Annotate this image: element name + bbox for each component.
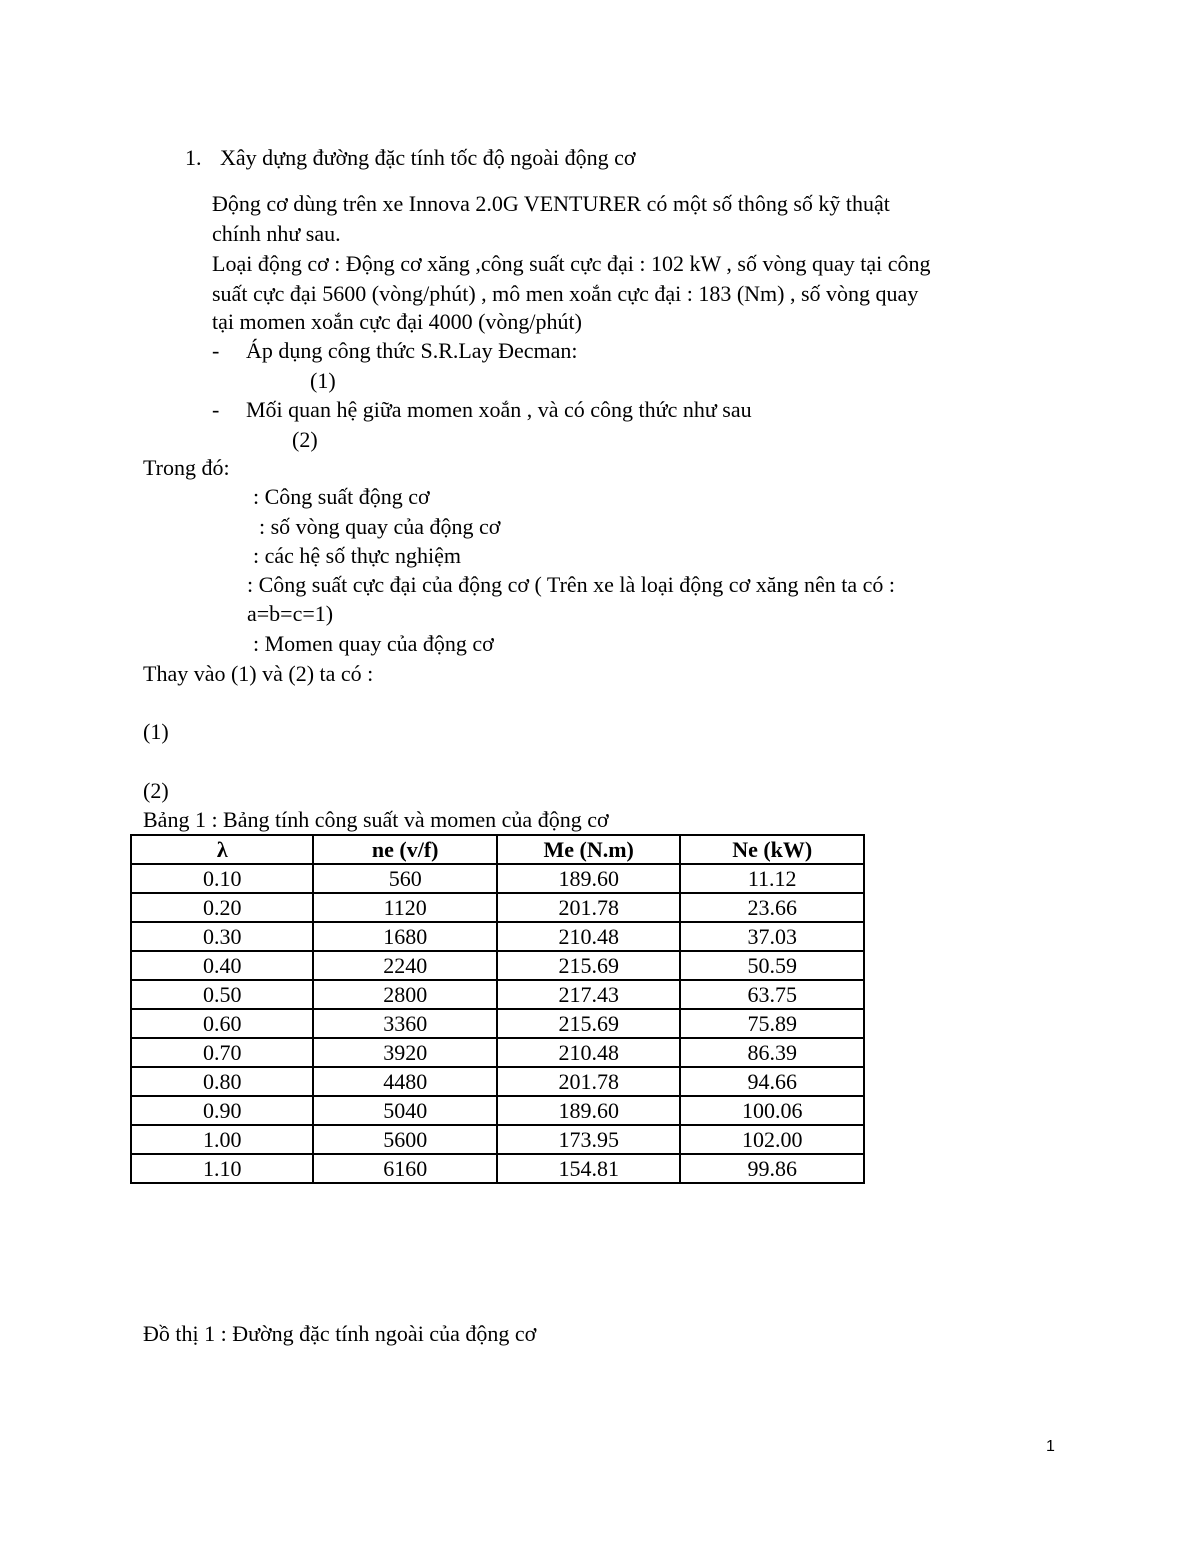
equation-number: (2) [143,778,169,803]
graph-caption: Đồ thị 1 : Đường đặc tính ngoài của động cơ [143,1321,537,1346]
table-cell: 0.80 [131,1067,313,1096]
col-header-speed: ne (v/f) [313,835,496,864]
page-number: 1 [1046,1438,1055,1455]
table-row [131,893,864,922]
table-cell: 0.10 [131,864,313,893]
table-cell: 0.90 [131,1096,313,1125]
table-cell: 86.39 [680,1038,864,1067]
table-cell: 3920 [313,1038,496,1067]
table-cell: 11.12 [680,864,864,893]
table-cell: 0.50 [131,980,313,1009]
table-cell: 173.95 [497,1125,681,1154]
table-row [131,1067,864,1096]
table-cell: 3360 [313,1009,496,1038]
bullet-dash: - [212,397,220,422]
heading-number: 1. [185,145,202,170]
table-cell: 560 [313,864,496,893]
table-row [131,980,864,1009]
where-label: Trong đó: [143,455,230,480]
where-item: : số vòng quay của động cơ [259,514,501,539]
table-cell: 94.66 [680,1067,864,1096]
table-cell: 217.43 [497,980,681,1009]
table-cell: 1120 [313,893,496,922]
bullet-text-relation: Mối quan hệ giữa momen xoắn , và có công thức như sau [246,397,752,422]
table-caption: Bảng 1 : Bảng tính công suất và momen của động cơ [143,807,609,832]
table-cell: 210.48 [497,1038,681,1067]
table-cell: 2240 [313,951,496,980]
col-header-power: Ne (kW) [680,835,864,864]
intro-line-1: Động cơ dùng trên xe Innova 2.0G VENTURER có một số thông số kỹ thuật [212,191,890,216]
table-cell: 154.81 [497,1154,681,1183]
table-cell: 23.66 [680,893,864,922]
table-cell: 4480 [313,1067,496,1096]
table-cell: 63.75 [680,980,864,1009]
table-row [131,1038,864,1067]
table-cell: 50.59 [680,951,864,980]
table-cell: 5600 [313,1125,496,1154]
substitute-text: Thay vào (1) và (2) ta có : [143,661,374,686]
table-row [131,864,864,893]
where-item: : các hệ số thực nghiệm [253,543,462,568]
col-header-lambda: λ [131,835,313,864]
where-item: : Momen quay của động cơ [253,631,494,656]
intro-line-4: suất cực đại 5600 (vòng/phút) , mô men xoắn cực đại : 183 (Nm) , số vòng quay [212,281,919,306]
table-cell: 0.30 [131,922,313,951]
where-item: : Công suất cực đại của động cơ ( Trên xe là loại động cơ xăng nên ta có : [247,572,895,597]
table-row [131,1009,864,1038]
table-cell: 210.48 [497,922,681,951]
table-cell: 5040 [313,1096,496,1125]
table-cell: 6160 [313,1154,496,1183]
table-cell: 201.78 [497,1067,681,1096]
table-cell: 100.06 [680,1096,864,1125]
table-row [131,1096,864,1125]
equation-number: (2) [292,427,318,452]
table-cell: 189.60 [497,864,681,893]
equation-number: (1) [310,368,336,393]
table-row [131,951,864,980]
section-heading: Xây dựng đường đặc tính tốc độ ngoài động cơ [220,145,636,170]
table-cell: 99.86 [680,1154,864,1183]
table-cell: 102.00 [680,1125,864,1154]
intro-line-5: tại momen xoắn cực đại 4000 (vòng/phút) [212,309,582,334]
where-item: : Công suất động cơ [253,484,430,509]
table-cell: 0.60 [131,1009,313,1038]
table-cell: 215.69 [497,951,681,980]
table-cell: 1680 [313,922,496,951]
bullet-text-formula: Áp dụng công thức S.R.Lay Đecman: [246,338,578,363]
table-cell: 0.40 [131,951,313,980]
table-cell: 1.00 [131,1125,313,1154]
table-cell: 189.60 [497,1096,681,1125]
table-row [131,922,864,951]
table-cell: 215.69 [497,1009,681,1038]
where-item: a=b=c=1) [247,601,334,626]
intro-line-2: chính như sau. [212,221,341,246]
table-header-row [131,835,864,864]
table-cell: 0.70 [131,1038,313,1067]
table-row [131,1154,864,1183]
engine-data-table [130,834,865,1184]
table-cell: 37.03 [680,922,864,951]
table-cell: 2800 [313,980,496,1009]
table-cell: 1.10 [131,1154,313,1183]
table-cell: 0.20 [131,893,313,922]
table-row [131,1125,864,1154]
table-cell: 75.89 [680,1009,864,1038]
equation-number: (1) [143,719,169,744]
intro-line-3: Loại động cơ : Động cơ xăng ,công suất cực đại : 102 kW , số vòng quay tại công [212,251,931,276]
bullet-dash: - [212,338,220,363]
table-cell: 201.78 [497,893,681,922]
col-header-torque: Me (N.m) [497,835,681,864]
